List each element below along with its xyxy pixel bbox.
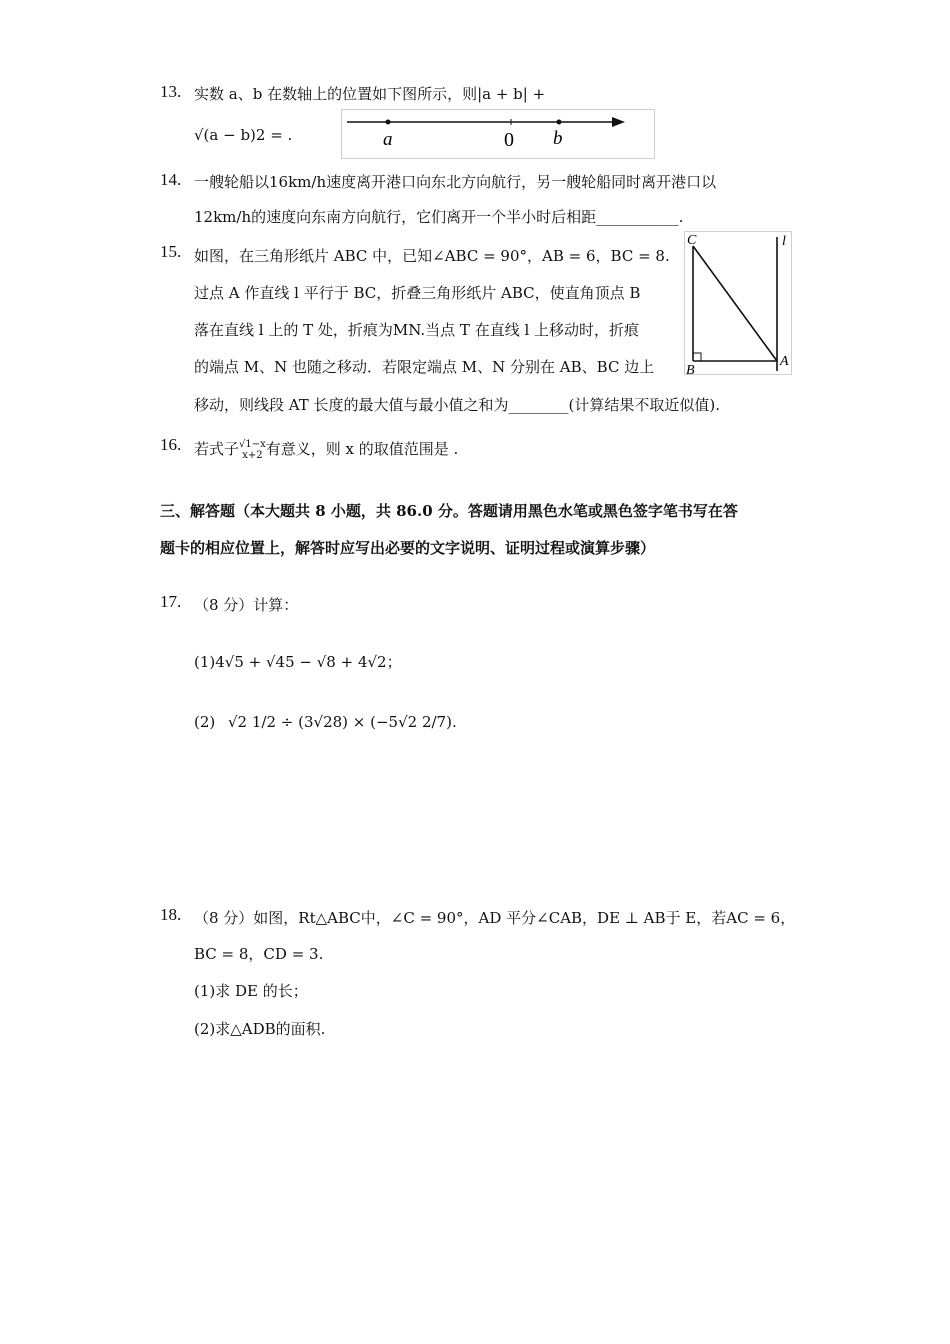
line-l-label: l xyxy=(782,234,786,249)
question-16-fraction xyxy=(239,439,266,461)
question-17-part2-label: (2) xyxy=(194,713,216,731)
question-15-line3: 落在直线 l 上的 T 处，折痕为MN.当点 T 在直线 l 上移动时，折痕 xyxy=(194,321,640,339)
origin-label: 0 xyxy=(504,129,514,151)
fraction-numerator: √1−x xyxy=(239,439,266,450)
question-15-line2: 过点 A 作直线 l 平行于 BC，折叠三角形纸片 ABC，使直角顶点 B xyxy=(194,284,641,302)
question-17-title: （8 分）计算： xyxy=(194,596,299,614)
question-16-text xyxy=(194,438,458,461)
question-16-number: 16. xyxy=(160,435,182,454)
question-13-text-line2: √(a − b)2 = . xyxy=(194,126,293,144)
question-18-line1: （8 分）如图，Rt△ABC中，∠C = 90°，AD 平分∠CAB，DE ⊥ AB于 E，若AC = 6， xyxy=(194,909,796,927)
question-14-text-line1: 一艘轮船以16km/h速度离开港口向东北方向航行，另一艘轮船同时离开港口以 xyxy=(194,173,717,191)
point-a-label: a xyxy=(383,129,393,150)
question-13-text-line1: 实数 a、b 在数轴上的位置如下图所示，则|a + b| + xyxy=(194,85,546,103)
section-3-heading-line1: 三、解答题（本大题共 8 小题，共 86.0 分。答题请用黑色水笔或黑色签字笔书写在答 xyxy=(160,502,738,520)
vertex-a-label: A xyxy=(780,354,789,369)
question-14-number: 14. xyxy=(160,170,182,189)
question-15-line4: 的端点 M、N 也随之移动．若限定端点 M、N 分别在 AB、BC 边上 xyxy=(194,358,655,376)
question-16-after: 有意义，则 x 的取值范围是 . xyxy=(265,440,459,458)
question-18-line2: BC = 8，CD = 3. xyxy=(194,945,324,963)
question-15-line5: 移动，则线段 AT 长度的最大值与最小值之和为________(计算结果不取近似值). xyxy=(194,396,721,414)
question-17-number: 17. xyxy=(160,592,182,611)
vertex-c-label: C xyxy=(687,233,697,248)
point-a-dot xyxy=(386,120,391,125)
point-b-dot xyxy=(557,120,562,125)
question-14-text-line2: 12km/h的速度向东南方向航行，它们离开一个半小时后相距___________. xyxy=(194,208,684,226)
section-3-heading-line2: 题卡的相应位置上，解答时应写出必要的文字说明、证明过程或演算步骤） xyxy=(160,539,656,557)
point-b-label: b xyxy=(553,128,563,149)
question-16-before: 若式子 xyxy=(194,440,240,458)
question-18-part1: (1)求 DE 的长； xyxy=(194,982,308,1000)
question-15-number: 15. xyxy=(160,242,182,261)
question-17-part2-expression: √2 1/2 ÷ (3√28) × (−5√2 2/7). xyxy=(228,713,457,731)
triangle-figure xyxy=(684,231,794,377)
fraction-denominator: x+2 xyxy=(242,450,263,461)
question-18-part2: (2)求△ADB的面积. xyxy=(194,1020,326,1038)
question-17-part1: (1)4√5 + √45 − √8 + 4√2； xyxy=(194,653,402,671)
question-13-number: 13. xyxy=(160,82,182,101)
vertex-b-label: B xyxy=(686,363,695,377)
number-line-figure xyxy=(341,109,655,159)
question-18-number: 18. xyxy=(160,905,182,924)
question-15-line1: 如图，在三角形纸片 ABC 中，已知∠ABC = 90°，AB = 6，BC = 8. xyxy=(194,247,670,265)
